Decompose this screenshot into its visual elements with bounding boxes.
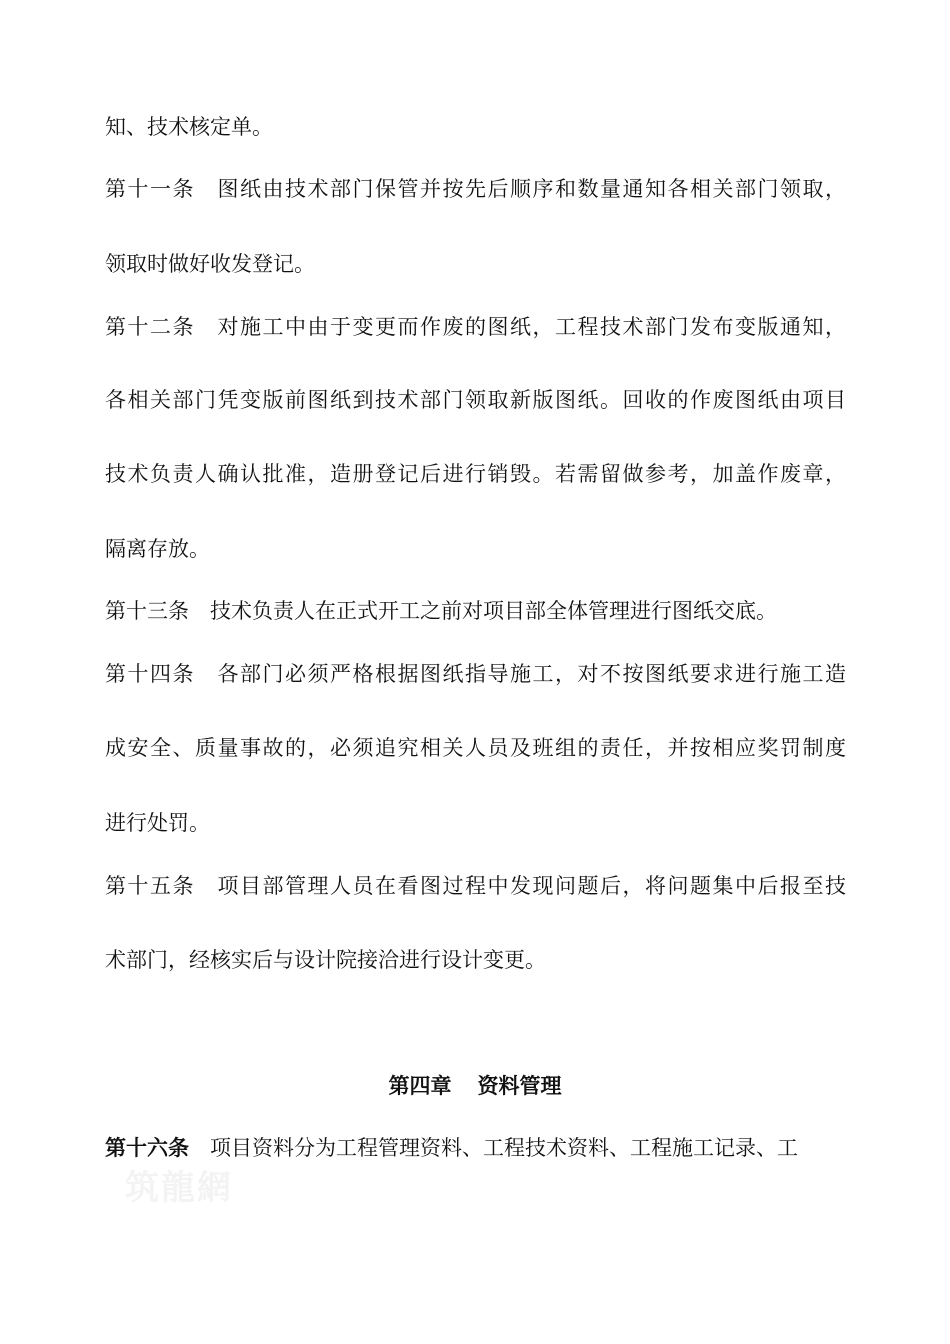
chapter-title: 资料管理 <box>477 1073 562 1098</box>
article-text: 项目资料分为工程管理资料、工程技术资料、工程施工记录、工 <box>189 1136 798 1160</box>
text-line: 第十三条 技术负责人在正式开工之前对项目部全体管理进行图纸交底。 <box>105 599 777 623</box>
text-line: 第十四条 各部门必须严格根据图纸指导施工，对不按图纸要求进行施工造 <box>105 662 846 686</box>
text-line: 知、技术核定单。 <box>105 115 273 139</box>
text-line: 第十二条 对施工中由于变更而作废的图纸，工程技术部门发布变版通知， <box>105 315 846 339</box>
chapter-number: 第四章 <box>388 1073 452 1098</box>
chapter-heading <box>0 1071 950 1101</box>
text-line: 技术负责人确认批准，造册登记后进行销毁。若需留做参考，加盖作废章， <box>105 462 846 486</box>
article-line <box>105 1133 846 1163</box>
text-line: 进行处罚。 <box>105 811 210 835</box>
article-label: 第十六条 <box>105 1135 189 1160</box>
text-line: 第十五条 项目部管理人员在看图过程中发现问题后，将问题集中后报至技 <box>105 874 846 898</box>
text-line: 术部门，经核实后与设计院接洽进行设计变更。 <box>105 948 546 972</box>
text-line: 领取时做好收发登记。 <box>105 252 315 276</box>
text-line: 成安全、质量事故的，必须追究相关人员及班组的责任，并按相应奖罚制度 <box>105 736 846 760</box>
text-line: 各相关部门凭变版前图纸到技术部门领取新版图纸。回收的作废图纸由项目 <box>105 388 846 412</box>
text-line: 隔离存放。 <box>105 537 210 561</box>
watermark-logo: 筑龍網 <box>125 1168 233 1208</box>
text-line: 第十一条 图纸由技术部门保管并按先后顺序和数量通知各相关部门领取， <box>105 177 846 201</box>
